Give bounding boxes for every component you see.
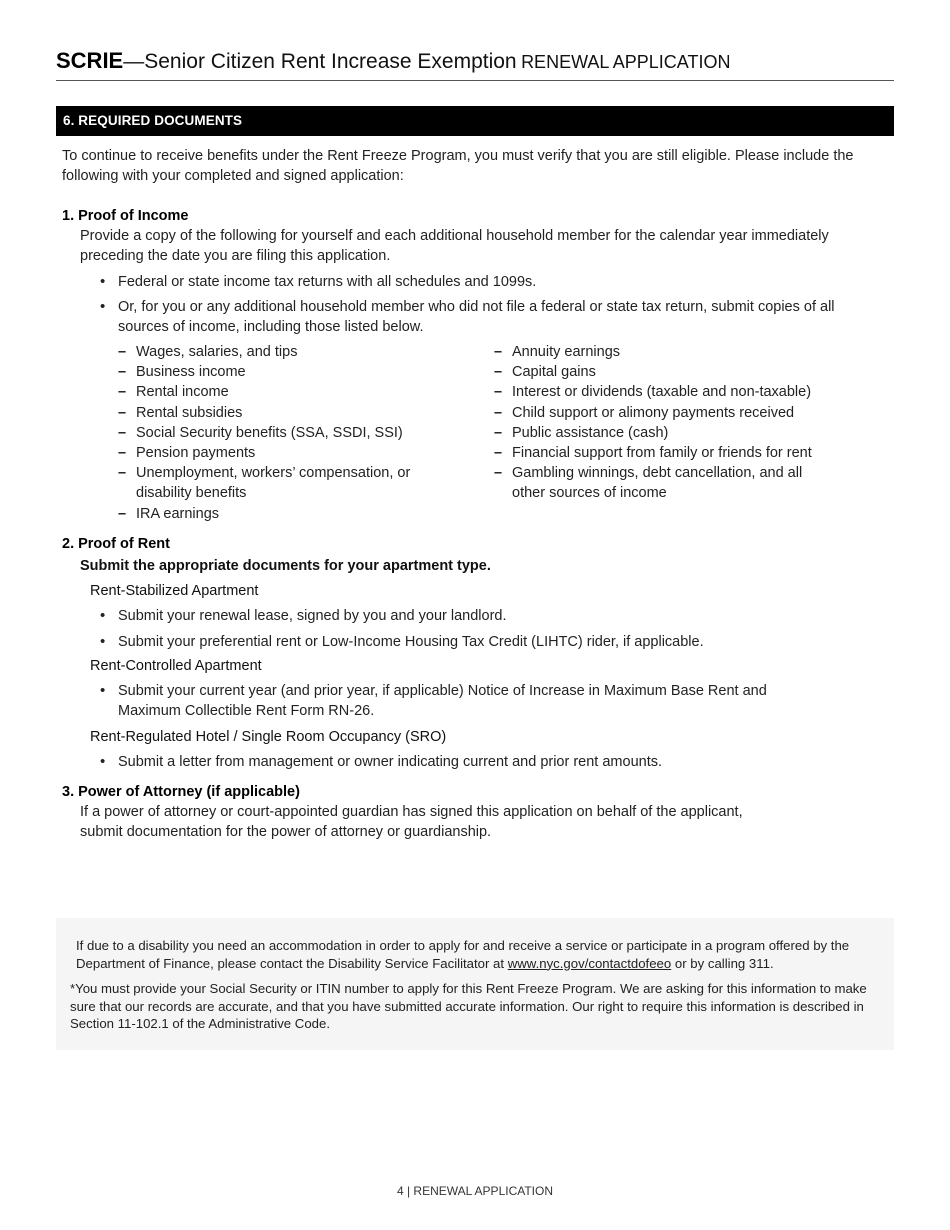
brand-title: SCRIE	[56, 48, 124, 73]
poa-description: If a power of attorney or court-appointed guardian has signed this application on behalf of the applicant, submit documentation for the power of attorney or guardianship.	[80, 804, 743, 840]
rent-bullet: • Submit your preferential rent or Low-Income Housing Tax Credit (LIHTC) rider, if applicable.	[100, 632, 880, 652]
header-form-kind: RENEWAL APPLICATION	[521, 52, 731, 72]
section-intro: To continue to receive benefits under the Rent Freeze Program, you must verify that you are still eligible. Please include the following with your completed and signed application:	[62, 148, 854, 184]
list-item: – Gambling winnings, debt cancellation, and all other sources of income	[494, 463, 834, 503]
list-item: – Rental subsidies	[118, 403, 418, 423]
income-sources-right	[494, 342, 834, 504]
poa-heading: 3. Power of Attorney (if applicable)	[62, 784, 300, 800]
list-item: – Unemployment, workers’ compensation, or disability benefits	[118, 463, 418, 503]
income-bullet-list-1	[100, 272, 880, 292]
list-item: – IRA earnings	[118, 504, 418, 524]
rent-controlled-list	[100, 681, 770, 721]
header-dash: —	[123, 50, 145, 73]
income-bullet: • Federal or state income tax returns with all schedules and 1099s.	[100, 272, 880, 292]
contact-link[interactable]: www.nyc.gov/contactdofeeo	[507, 955, 672, 971]
disability-text-end: or by calling 311.	[674, 955, 774, 971]
section-title-bar: 6. REQUIRED DOCUMENTS	[56, 106, 894, 136]
list-item: – Pension payments	[118, 443, 418, 463]
list-item: – Public assistance (cash)	[494, 423, 834, 443]
rent-bullet: • Submit your current year (and prior year, if applicable) Notice of Increase in Maximum Base Rent and Maximum Collectible Rent Form RN-26.	[100, 681, 770, 721]
list-item: – Capital gains	[494, 362, 834, 382]
list-item: – Business income	[118, 362, 418, 382]
rent-bullet: • Submit a letter from management or owner indicating current and prior rent amounts.	[100, 752, 880, 772]
list-item: – Child support or alimony payments received	[494, 403, 834, 423]
rent-bullet: • Submit your renewal lease, signed by you and your landlord.	[100, 606, 880, 626]
income-sources-left	[118, 342, 418, 524]
page-header	[56, 48, 894, 81]
income-bullet-list-2	[100, 297, 880, 337]
list-item: – Social Security benefits (SSA, SSDI, SSI)	[118, 423, 418, 443]
ssn-note: *You must provide your Social Security or ITIN number to apply for this Rent Freeze Program. We are asking for this information to make sure that our records are accurate, and that you have submitted accurate information. Our right to require this information is described in Section 11-102.1 of the Administrative Code.	[70, 981, 867, 1031]
income-bullet: • Or, for you or any additional household member who did not file a federal or state tax return, submit copies of all sources of income, including those listed below.	[100, 297, 880, 337]
rent-stabilized-list-1	[100, 606, 880, 626]
list-item: – Interest or dividends (taxable and non-taxable)	[494, 382, 834, 402]
rent-heading: 2. Proof of Rent	[62, 536, 170, 552]
page-footer: 4 | RENEWAL APPLICATION	[396, 1184, 554, 1198]
disability-text: If due to a disability you need an accommodation in order to apply for and receive a service or participate in a program offered by the Department of Finance, please contact the Disability Service Facilitator at	[76, 938, 850, 971]
rent-sro-list	[100, 752, 880, 772]
rent-stabilized-list-2	[100, 632, 880, 652]
rent-subheading: Submit the appropriate documents for your apartment type.	[80, 558, 491, 574]
income-description: Provide a copy of the following for yourself and each additional household member for the calendar year immediately preceding the date you are filing this application.	[80, 228, 829, 264]
list-item: – Rental income	[118, 382, 418, 402]
list-item: – Annuity earnings	[494, 342, 834, 362]
list-item: – Wages, salaries, and tips	[118, 342, 418, 362]
header-subtitle: Senior Citizen Rent Increase Exemption	[144, 50, 517, 73]
rent-stabilized-title: Rent-Stabilized Apartment	[90, 583, 259, 599]
list-item: – Financial support from family or friends for rent	[494, 443, 834, 463]
rent-sro-title: Rent-Regulated Hotel / Single Room Occupancy (SRO)	[90, 729, 447, 745]
income-heading: 1. Proof of Income	[62, 208, 189, 224]
rent-controlled-title: Rent-Controlled Apartment	[90, 658, 262, 674]
disability-note	[76, 937, 884, 972]
